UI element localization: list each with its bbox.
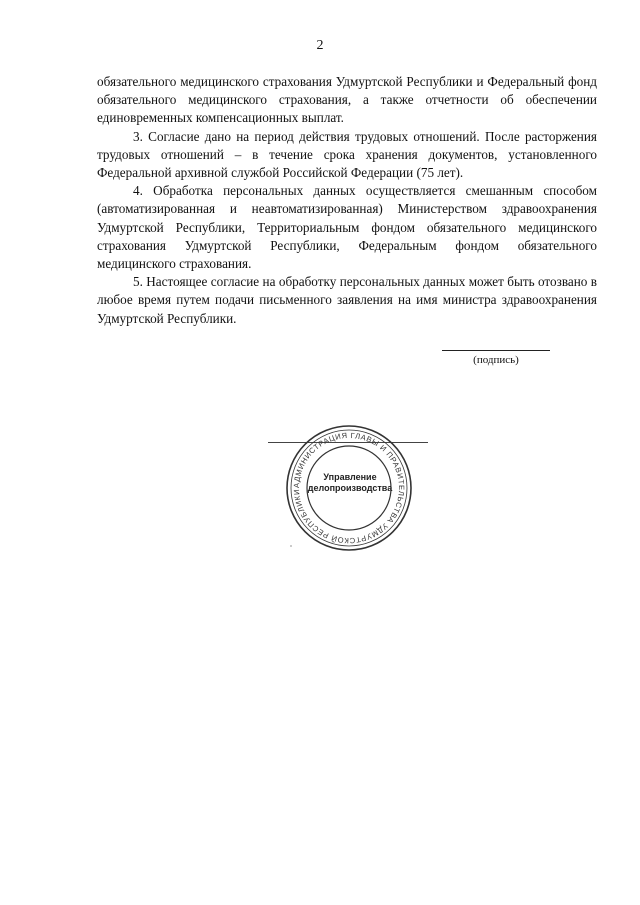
signature-caption: (подпись) [473,354,519,366]
paragraph-consent-period: 3. Согласие дано на период действия трудовых отношений. После расторжения трудовых отношений – в течение срока хранения документов, установленного Федеральной архивной службой Российской Федерации (75 лет). [97,128,597,181]
stamp-center-line-2: делопроизводства [307,483,393,493]
paragraph-continuation: обязательного медицинского страхования Удмуртской Республики и Федеральный фонд обязательного медицинского страхования, а также отчетности об обеспечении единовременных компенсационных выплат. [97,74,597,126]
scan-speck [290,545,292,547]
stamp-center-line-1: Управление [323,472,377,482]
document-body [97,73,597,328]
page-number: 2 [316,38,324,53]
stamp-center-label [290,472,410,494]
paragraph-processing-method: 4. Обработка персональных данных осуществляется смешанным способом (автоматизированная и неавтоматизированная) Министерством здравоохранения Удмуртской Республики, Территориальным фондом обязательного медицинского страхования Удмуртской Республики, Федеральным фондом обязательного медицинского страхования. [97,183,597,272]
stamp-ring-text: АДМИНИСТРАЦИЯ ГЛАВЫ И ПРАВИТЕЛЬСТВА УДМУРТСКОЙ РЕСПУБЛИКИ [291,430,407,546]
signature-line [442,350,550,351]
paragraph-revocation: 5. Настоящее согласие на обработку персональных данных может быть отозвано в любое время путем подачи письменного заявления на имя министра здравоохранения Удмуртской Республики. [97,274,597,326]
